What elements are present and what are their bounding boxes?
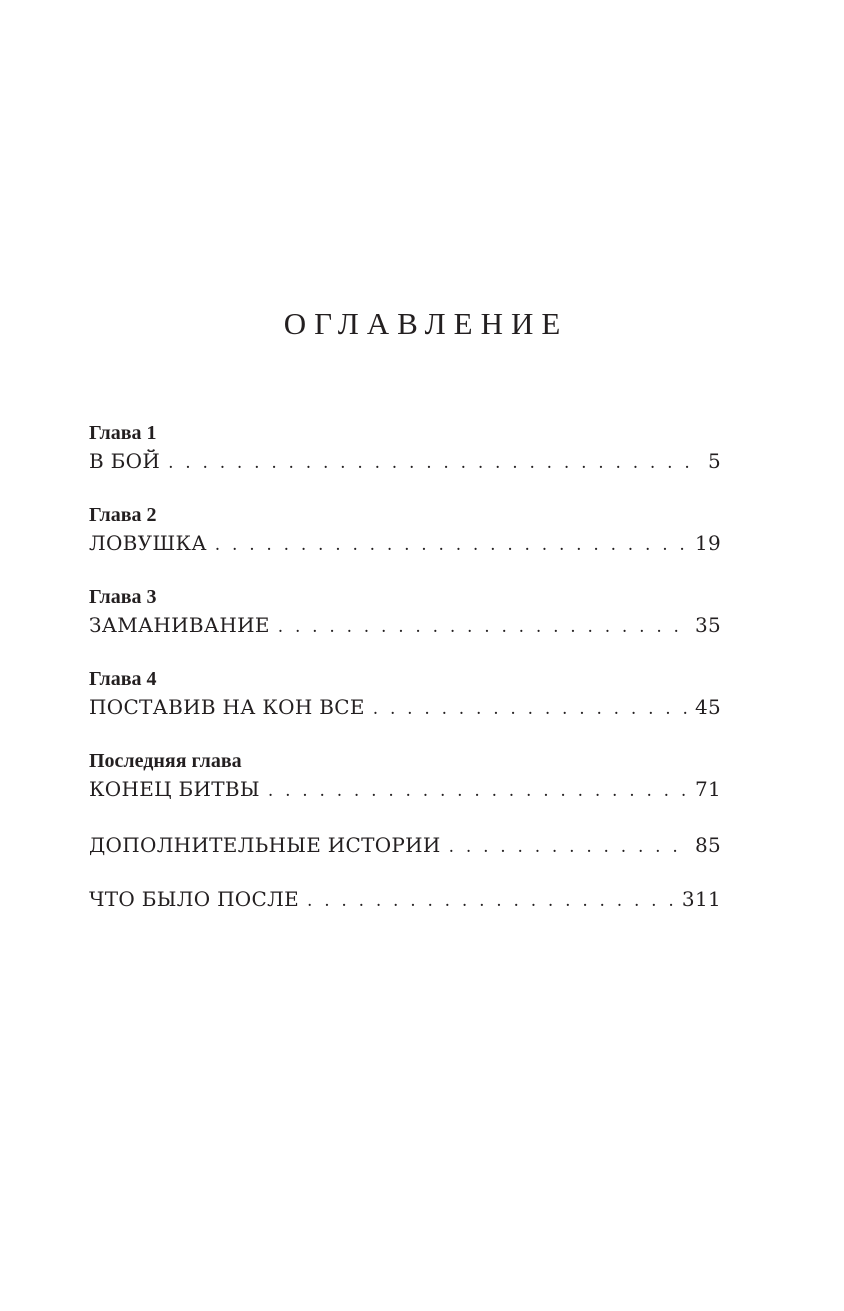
chapter-title: КОНЕЦ БИТВЫ bbox=[89, 777, 260, 801]
toc-entry-afterward bbox=[89, 884, 721, 914]
dot-leader bbox=[278, 612, 691, 642]
page-number: 45 bbox=[694, 695, 721, 719]
toc-entry-chapter-1 bbox=[89, 420, 721, 476]
toc-entry-chapter-4 bbox=[89, 666, 721, 722]
toc-entry-chapter-2 bbox=[89, 502, 721, 558]
dot-leader bbox=[373, 694, 691, 724]
toc-entry-extra-stories bbox=[89, 830, 721, 860]
chapter-title: ЛОВУШКА bbox=[89, 531, 207, 555]
dot-leader bbox=[449, 832, 691, 862]
page-number: 71 bbox=[694, 777, 721, 801]
table-of-contents bbox=[89, 420, 721, 914]
dot-leader bbox=[268, 776, 691, 806]
chapter-title: В БОЙ bbox=[89, 449, 161, 473]
chapter-label: Глава 4 bbox=[89, 668, 157, 690]
page-number: 311 bbox=[681, 887, 721, 911]
page-title: ОГЛАВЛЕНИЕ bbox=[283, 306, 569, 341]
toc-line bbox=[89, 692, 721, 722]
toc-line bbox=[89, 830, 721, 860]
toc-line bbox=[89, 446, 721, 476]
chapter-title: ПОСТАВИВ НА КОН ВСЕ bbox=[89, 695, 365, 719]
dot-leader bbox=[215, 530, 691, 560]
section-title: ЧТО БЫЛО ПОСЛЕ bbox=[89, 887, 300, 911]
dot-leader bbox=[168, 448, 691, 478]
chapter-title: ЗАМАНИВАНИЕ bbox=[89, 613, 270, 637]
dot-leader bbox=[307, 886, 678, 916]
toc-line bbox=[89, 528, 721, 558]
page-number: 19 bbox=[694, 531, 721, 555]
section-title: ДОПОЛНИТЕЛЬНЫЕ ИСТОРИИ bbox=[89, 833, 441, 857]
chapter-label: Глава 3 bbox=[89, 586, 157, 608]
page-number: 35 bbox=[694, 613, 721, 637]
chapter-label: Глава 2 bbox=[89, 504, 157, 526]
toc-entry-chapter-3 bbox=[89, 584, 721, 640]
chapter-label: Глава 1 bbox=[89, 422, 157, 444]
toc-line bbox=[89, 884, 721, 914]
page-number: 5 bbox=[707, 449, 721, 473]
toc-entry-last-chapter bbox=[89, 748, 721, 804]
chapter-label: Последняя глава bbox=[89, 750, 242, 772]
toc-line bbox=[89, 774, 721, 804]
toc-line bbox=[89, 610, 721, 640]
page-number: 85 bbox=[694, 833, 721, 857]
